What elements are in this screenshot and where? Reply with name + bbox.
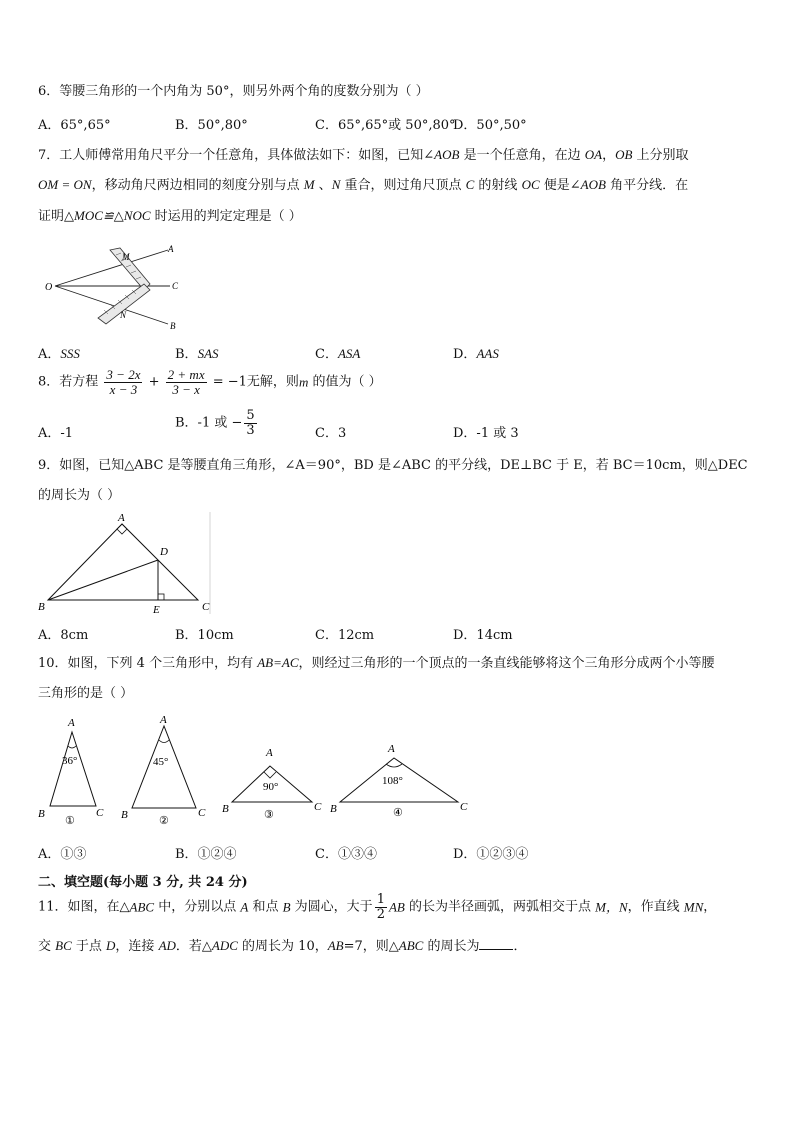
question-7-line-3: 证明△MOC≌△NOC 时运用的判定定理是（ ） [38,208,302,224]
q11-answer-blank[interactable] [479,937,513,950]
q10-four-triangles-figure [34,712,474,828]
q9-option-c[interactable]: C．12cm [315,628,375,643]
q9-label-e: E [153,604,160,616]
q7-angle-bisector-figure [40,238,190,333]
q7-label-o: O [45,282,53,293]
q10-option-c[interactable]: C．①③④ [315,847,377,862]
q11-fraction-half: $\frac{1}{2}$ [376,892,385,922]
question-10-line-2: 三角形的是（ ） [38,686,134,701]
q6-option-c[interactable]: C．65°,65°或 50°,80° [315,118,456,133]
q7-label-a: A [168,244,174,254]
q8-fraction-2: $\frac{2 + mx}{3 - x}$ [167,367,205,397]
svg-text:A: A [388,743,395,755]
svg-text:B: B [121,809,128,821]
svg-text:A: A [68,717,75,729]
svg-text:③: ③ [264,809,274,821]
svg-text:④: ④ [393,807,403,819]
q9-label-a: A [118,512,125,524]
q10-option-a[interactable]: A．①③ [38,847,87,862]
question-6-stem: 6．等腰三角形的一个内角为 50°，则另外两个角的度数分别为（ ） [38,84,429,99]
q8-fraction-1: $\frac{3 - 2x}{x - 3}$ [106,367,141,397]
q10-angle-36: 36° [62,755,78,767]
svg-text:C: C [314,801,322,813]
q10-angle-45: 45° [153,756,169,768]
question-7-line-1: 7．工人师傅常用角尺平分一个任意角，具体做法如下：如图，已知∠AOB 是一个任意角，在边 OA，OB 上分别取 [38,147,689,163]
svg-text:B: B [330,803,337,815]
q10-option-d[interactable]: D．①②③④ [453,847,529,862]
q9-option-b[interactable]: B．10cm [175,628,234,643]
svg-text:①: ① [65,815,75,827]
svg-text:B: B [222,803,229,815]
q7-option-d[interactable]: D．AAS [453,346,499,362]
q10-triangle-4 [330,743,468,819]
q8-option-a[interactable]: A．-1 [38,426,74,441]
q8-option-d[interactable]: D．-1 或 3 [453,426,519,441]
q9-label-d: D [160,546,168,558]
q7-label-n: N [120,310,127,320]
question-9-line-2: 的周长为（ ） [38,488,121,503]
svg-text:C: C [460,801,468,813]
q8-option-b[interactable]: B．-1 或 − $\frac{5}{3}$ [175,408,255,438]
question-10-line-1: 10．如图，下列 4 个三角形中，均有 AB=AC，则经过三角形的一个顶点的一条直线能够将这个三角形分成两个小等腰 [38,655,715,671]
svg-text:B: B [38,808,45,820]
svg-text:A: A [160,714,167,726]
question-7-line-2: OM = ON，移动角尺两边相同的刻度分别与点 M 、N 重合，则过角尺顶点 C 的射线 OC 便是∠AOB 角平分线．在 [38,177,689,193]
svg-text:C: C [96,807,104,819]
question-11-line-2: 交 BC 于点 D，连接 AD．若△ADC 的周长为 10，AB=7，则△ABC 的周长为 ． [38,938,527,954]
q7-option-b[interactable]: B．SAS [175,346,219,362]
q7-option-c[interactable]: C．ASA [315,346,361,362]
q10-triangle-1 [38,717,104,827]
question-9-line-1: 9．如图，已知△ABC 是等腰直角三角形，∠A＝90°，BD 是∠ABC 的平分线，DE⊥BC 于 E，若 BC＝10cm，则△DEC [38,458,748,473]
q10-angle-108: 108° [382,775,403,787]
q10-angle-90: 90° [263,781,279,793]
svg-text:C: C [198,807,206,819]
q10-triangle-3 [222,747,322,821]
q9-option-d[interactable]: D．14cm [453,628,513,643]
q9-right-triangle-figure [36,510,216,616]
question-8-stem: 8．若方程 $\frac{3 - 2x}{x - 3}$ + $\frac{2 + mx}{3 - x}$ = −1无解，则m 的值为（ ） [38,367,382,397]
q6-option-a[interactable]: A．65°,65° [38,118,111,133]
question-11-line-1: 11．如图，在△ABC 中，分别以点 A 和点 B 为圆心，大于 $\frac{1}{2}$ AB 的长为半径画弧，两弧相交于点 M，N，作直线 MN， [38,892,717,922]
q9-option-a[interactable]: A．8cm [38,628,89,643]
q7-label-b: B [170,321,176,331]
q10-triangle-2 [121,714,206,827]
q9-label-b: B [38,601,45,613]
svg-text:A: A [266,747,273,759]
q7-label-c: C [172,281,179,291]
q6-option-d[interactable]: D．50°,50° [453,118,527,133]
q6-option-b[interactable]: B．50°,80° [175,118,248,133]
q7-option-a[interactable]: A．SSS [38,346,80,362]
q10-option-b[interactable]: B．①②④ [175,847,237,862]
svg-text:②: ② [159,815,169,827]
q8-option-c[interactable]: C．3 [315,426,347,441]
q9-label-c: C [202,601,210,613]
section-2-title: 二、填空题(每小题 3 分, 共 24 分) [38,875,248,890]
q7-label-m: M [122,252,130,262]
